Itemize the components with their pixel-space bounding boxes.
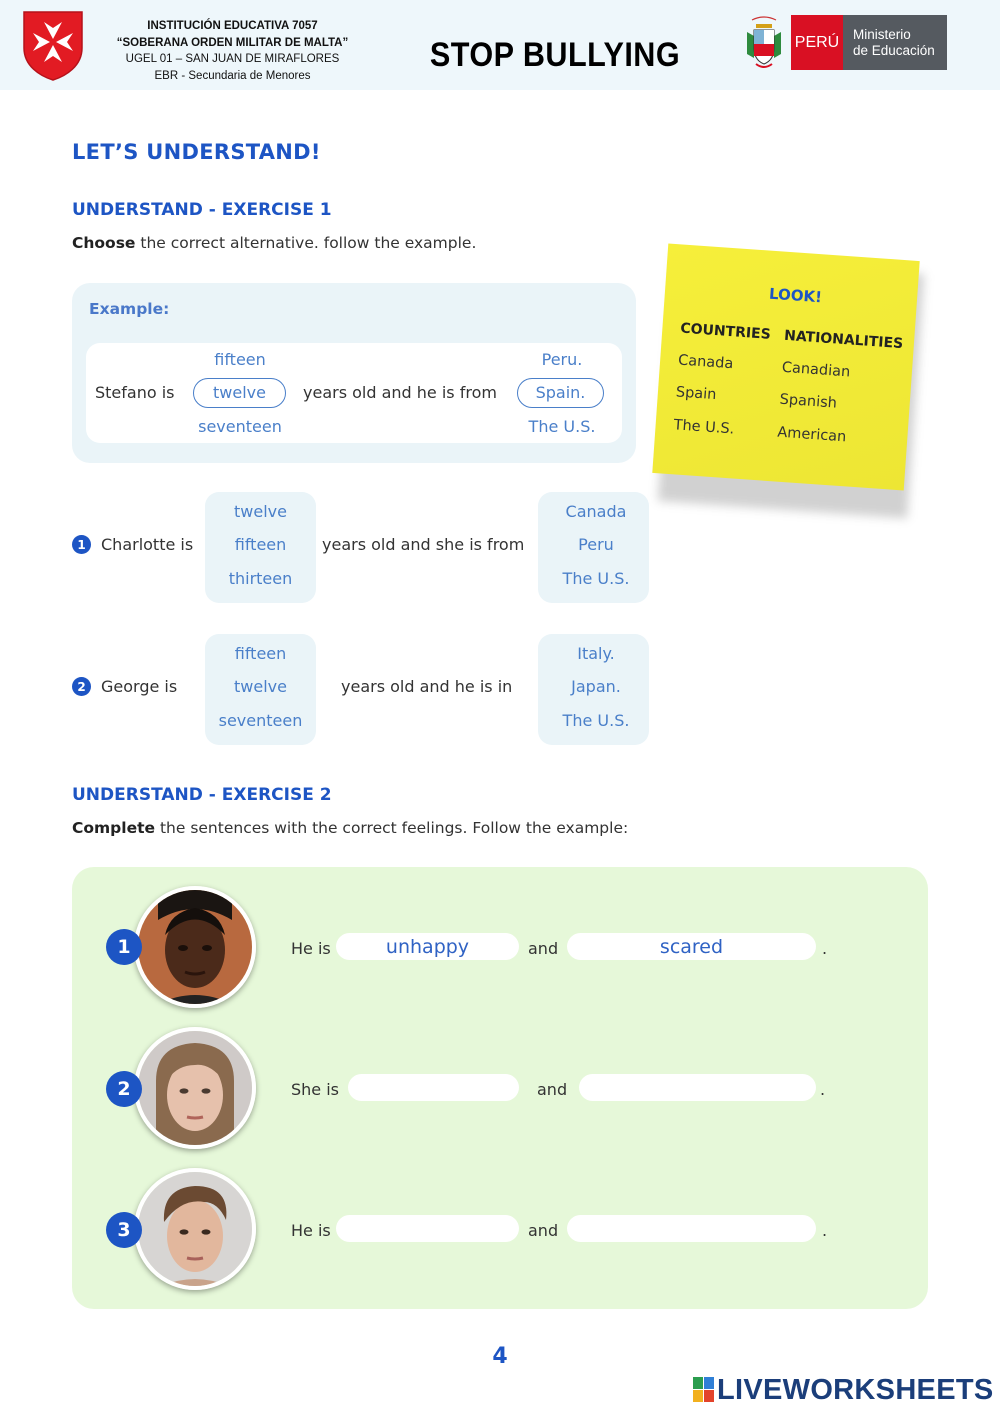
- school-ugel-line: UGEL 01 – SAN JUAN DE MIRAFLORES: [125, 53, 340, 65]
- ministry-badge: [843, 15, 947, 70]
- example-place-option: The U.S.: [528, 417, 596, 436]
- item-number-badge: 2: [106, 1071, 142, 1107]
- sentence-period: .: [822, 1221, 828, 1240]
- item-number-badge: 1: [72, 535, 91, 554]
- nationalities-header: NATIONALITIES: [783, 327, 904, 353]
- sentence-period: .: [822, 939, 828, 958]
- example-age-option: seventeen: [198, 417, 282, 436]
- place-option[interactable]: Italy.: [577, 644, 615, 663]
- liveworksheets-wordmark: LIVEWORKSHEETS: [717, 1373, 994, 1406]
- example-place-option: Peru.: [541, 350, 583, 369]
- example-middle-text: years old and he is from: [303, 383, 497, 402]
- place-option[interactable]: The U.S.: [562, 569, 630, 588]
- look-sticky-note: [652, 243, 919, 490]
- instruction-text: the correct alternative. follow the example.: [135, 234, 477, 252]
- item-subject: George is: [101, 677, 178, 696]
- country-cell: Spain: [675, 384, 717, 404]
- page-number: 4: [492, 1344, 508, 1369]
- feeling-answer-field[interactable]: [348, 1074, 519, 1101]
- feeling-answer-field[interactable]: [567, 1215, 816, 1242]
- school-level-line: EBR - Secundaria de Menores: [154, 69, 311, 82]
- age-option[interactable]: fifteen: [234, 644, 287, 663]
- item-middle-text: years old and she is from: [322, 535, 525, 554]
- sentence-period: .: [820, 1080, 826, 1099]
- feeling-answer-field[interactable]: [579, 1074, 816, 1101]
- student-photo-boy-1: [134, 886, 256, 1008]
- age-option[interactable]: seventeen: [218, 711, 303, 730]
- country-cell: Canada: [677, 352, 734, 373]
- sentence-conjunction: and: [537, 1080, 568, 1099]
- document-title: STOP BULLYING: [429, 36, 681, 74]
- exercise2-instruction: [72, 819, 628, 837]
- exercise1-title: UNDERSTAND - EXERCISE 1: [72, 200, 332, 220]
- instruction-keyword: Complete: [72, 819, 156, 837]
- nationality-cell: Spanish: [779, 391, 838, 412]
- instruction-text: the sentences with the correct feelings. Follow the example:: [155, 819, 629, 837]
- item-middle-text: years old and he is in: [341, 677, 513, 696]
- sentence-subject: She is: [291, 1080, 340, 1099]
- feeling-answer-field[interactable]: [336, 1215, 519, 1242]
- example-age-option: fifteen: [214, 350, 266, 369]
- liveworksheets-mark-icon: [693, 1377, 715, 1403]
- sticky-note-title: LOOK!: [768, 284, 823, 307]
- liveworksheets-logo: [693, 1374, 994, 1406]
- item-number-badge: 3: [106, 1212, 142, 1248]
- sentence-subject: He is: [291, 939, 331, 958]
- exercise2-title: UNDERSTAND - EXERCISE 2: [72, 785, 332, 805]
- feeling-answer-field[interactable]: scared: [567, 933, 816, 960]
- feeling-answer-field[interactable]: unhappy: [336, 933, 519, 960]
- age-option[interactable]: thirteen: [228, 569, 293, 588]
- nationality-cell: American: [776, 424, 847, 446]
- example-label: Example:: [89, 300, 170, 318]
- country-cell: The U.S.: [673, 417, 735, 438]
- student-photo-girl: [134, 1027, 256, 1149]
- nationality-cell: Canadian: [781, 359, 851, 381]
- peru-label-badge: PERÚ: [791, 15, 843, 70]
- item-subject: Charlotte is: [101, 535, 194, 554]
- age-option[interactable]: fifteen: [234, 535, 287, 554]
- example-subject: Stefano is: [95, 383, 175, 402]
- sentence-conjunction: and: [528, 1221, 559, 1240]
- school-info: [100, 18, 365, 84]
- instruction-keyword: Choose: [72, 234, 136, 252]
- section-title: LET’S UNDERSTAND!: [72, 140, 321, 164]
- countries-header: COUNTRIES: [679, 320, 772, 343]
- age-option[interactable]: twelve: [234, 502, 287, 521]
- place-option[interactable]: Canada: [565, 502, 627, 521]
- place-option[interactable]: Peru: [578, 535, 614, 554]
- exercise1-instruction: [72, 234, 476, 252]
- item-number-badge: 2: [72, 677, 91, 696]
- sentence-subject: He is: [291, 1221, 331, 1240]
- place-option[interactable]: The U.S.: [562, 711, 630, 730]
- item-number-badge: 1: [106, 929, 142, 965]
- peru-coat-of-arms-icon: [744, 14, 784, 70]
- school-order-line: “SOBERANA ORDEN MILITAR DE MALTA”: [116, 36, 349, 49]
- school-name-line: INSTITUCIÓN EDUCATIVA 7057: [147, 20, 318, 32]
- place-option[interactable]: Japan.: [571, 677, 621, 696]
- sentence-conjunction: and: [528, 939, 559, 958]
- school-shield-logo: [20, 8, 86, 82]
- ministry-line-1: Ministerio: [853, 26, 911, 42]
- example-place-option-selected: Spain.: [517, 378, 604, 408]
- age-option[interactable]: twelve: [234, 677, 287, 696]
- example-age-option-selected: twelve: [193, 378, 286, 408]
- ministry-line-2: de Educación: [853, 42, 935, 58]
- student-photo-boy-2: [134, 1168, 256, 1290]
